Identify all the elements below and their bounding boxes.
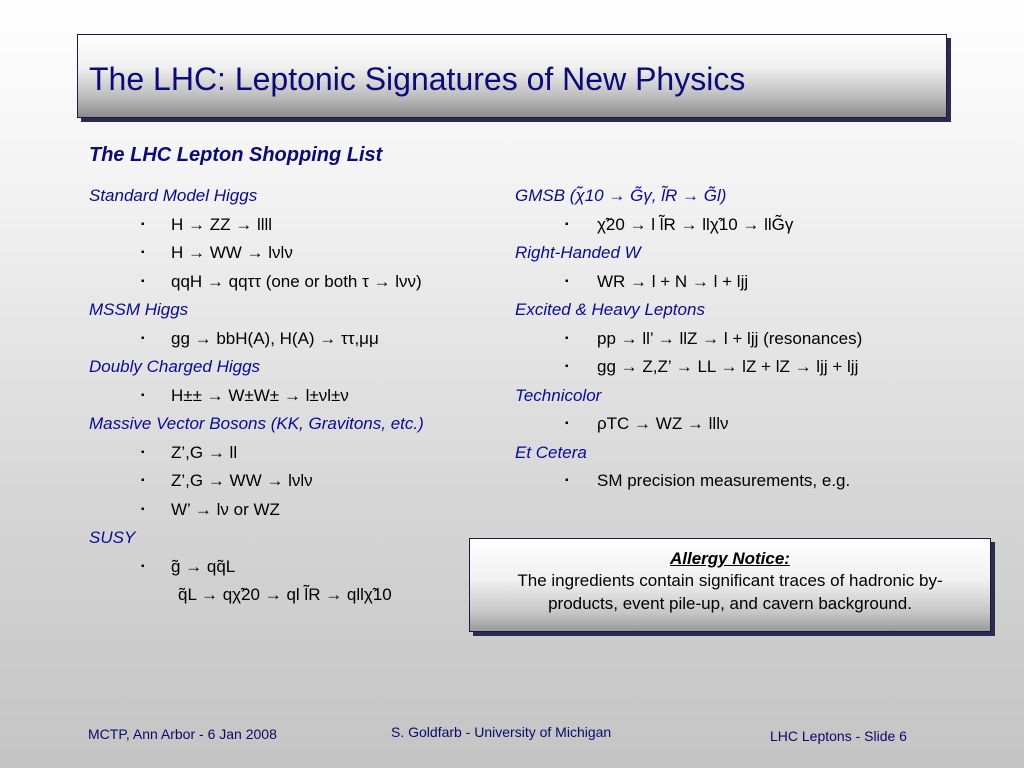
- list-item: [515, 268, 935, 297]
- footer-center: S. Goldfarb - University of Michigan: [391, 724, 612, 740]
- list-item: [89, 211, 489, 240]
- bullet-icon: ▪: [141, 503, 145, 515]
- list-item: [515, 211, 935, 240]
- list-item: [515, 353, 935, 382]
- item-text: H → ZZ → llll: [171, 214, 273, 234]
- category-doubly-charged-higgs: Doubly Charged Higgs: [89, 357, 261, 376]
- list-item: [89, 239, 489, 268]
- item-text: g̃ → qq̃L: [171, 556, 236, 576]
- bullet-icon: ▪: [141, 560, 145, 572]
- item-text: Z’,G → WW → lνlν: [171, 471, 313, 490]
- bullet-icon: ▪: [141, 475, 145, 486]
- category-technicolor: Technicolor: [515, 385, 602, 405]
- item-text: qqH → qqττ (one or both τ → lνν): [171, 271, 422, 291]
- title-box: [77, 34, 947, 118]
- allergy-notice-line-1: The ingredients contain significant traces of hadronic by-: [517, 571, 943, 590]
- left-column: [89, 182, 489, 610]
- list-item: [89, 268, 489, 297]
- category-sm-higgs: Standard Model Higgs: [89, 186, 258, 205]
- footer-left: MCTP, Ann Arbor - 6 Jan 2008: [88, 726, 277, 742]
- item-text: H±± → W±W± → l±νl±ν: [171, 385, 349, 405]
- allergy-notice-line-2: products, event pile-up, and cavern background.: [548, 594, 912, 613]
- allergy-notice-title: Allergy Notice:: [670, 549, 790, 568]
- item-text: χ̃20 → l l̃R → llχ̃10 → llG̃γ: [597, 214, 794, 234]
- list-item: [89, 439, 489, 468]
- category-massive-vector-bosons: Massive Vector Bosons (KK, Gravitons, etc.): [89, 414, 424, 433]
- right-column: [515, 182, 935, 496]
- item-text: q̃L → qχ̃20 → ql l̃R → qllχ̃10: [178, 585, 392, 604]
- category-susy: SUSY: [89, 528, 136, 547]
- item-text: Z’,G → ll: [171, 442, 238, 462]
- bullet-icon: ▪: [565, 218, 569, 230]
- bullet-icon: ▪: [141, 332, 145, 344]
- bullet-icon: ▪: [565, 418, 569, 429]
- bullet-icon: ▪: [565, 275, 569, 287]
- category-right-handed-w: Right-Handed W: [515, 243, 641, 262]
- bullet-icon: ▪: [565, 475, 569, 486]
- list-item: [89, 496, 489, 525]
- item-text: W’ → lν or WZ: [171, 499, 280, 519]
- allergy-notice-box: [469, 538, 991, 632]
- list-item: [89, 325, 489, 354]
- list-item: [89, 382, 489, 411]
- bullet-icon: ▪: [565, 332, 569, 344]
- bullet-icon: ▪: [141, 389, 145, 401]
- category-et-cetera: Et Cetera: [515, 442, 587, 462]
- list-item-continuation: [89, 581, 489, 610]
- item-text: H → WW → lνlν: [171, 243, 293, 262]
- footer-right: LHC Leptons - Slide 6: [770, 728, 907, 744]
- bullet-icon: ▪: [141, 446, 145, 458]
- item-text: gg → bbH(A), H(A) → ττ,μμ: [171, 328, 379, 348]
- list-item: [515, 410, 935, 439]
- category-mssm-higgs: MSSM Higgs: [89, 300, 189, 319]
- bullet-icon: ▪: [141, 275, 145, 287]
- item-text: SM precision measurements, e.g.: [597, 471, 851, 490]
- item-text: pp → ll’ → llZ → l + ljj (resonances): [597, 328, 863, 348]
- bullet-icon: ▪: [141, 247, 145, 258]
- item-text: gg → Z,Z’ → LL → lZ + lZ → ljj + ljj: [597, 357, 859, 376]
- category-gmsb: GMSB (χ̃10 → G̃γ, l̃R → G̃l): [515, 186, 727, 205]
- section-subtitle: The LHC Lepton Shopping List: [89, 144, 383, 166]
- item-text: WR → l + N → l + ljj: [597, 271, 749, 291]
- item-text: ρTC → WZ → lllν: [597, 414, 729, 433]
- bullet-icon: ▪: [565, 361, 569, 372]
- list-item: [89, 467, 489, 496]
- list-item: [515, 325, 935, 354]
- list-item: [89, 553, 489, 582]
- slide-title: The LHC: Leptonic Signatures of New Physics: [89, 61, 746, 97]
- list-item: [515, 467, 935, 496]
- category-excited-heavy-leptons: Excited & Heavy Leptons: [515, 300, 705, 319]
- bullet-icon: ▪: [141, 218, 145, 230]
